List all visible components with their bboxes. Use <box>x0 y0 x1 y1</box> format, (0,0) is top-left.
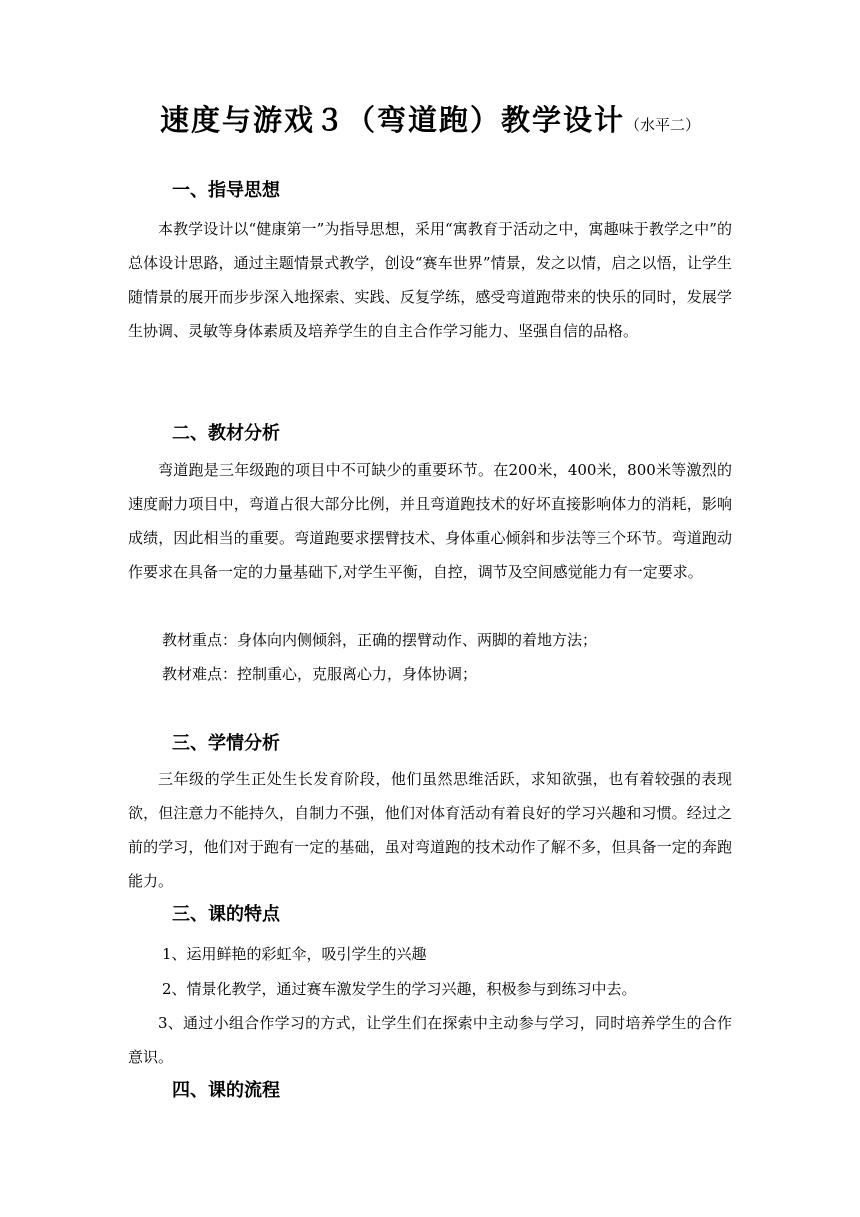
material-key-point: 教材重点：身体向内侧倾斜，正确的摆臂动作、两脚的着地方法； <box>162 631 598 649</box>
heading-student-analysis: 三、学情分析 <box>172 733 280 754</box>
feature-item-2: 2、情景化教学，通过赛车激发学生的学习兴趣，积极参与到练习中去。 <box>162 980 637 998</box>
material-difficulty: 教材难点：控制重心，克服离心力，身体协调； <box>162 665 478 683</box>
feature-item-3: 3、通过小组合作学习的方式，让学生们在探索中主动参与学习，同时培养学生的合作意识。 <box>128 1014 732 1066</box>
heading-guiding-ideology: 一、指导思想 <box>172 180 280 201</box>
heading-lesson-flow: 四、课的流程 <box>172 1080 280 1101</box>
heading-lesson-features: 三、课的特点 <box>172 904 280 925</box>
paragraph-material-analysis: 弯道跑是三年级跑的项目中不可缺少的重要环节。在200米，400米，800米等激烈的速度耐力项目中，弯道占很大部分比例，并且弯道跑技术的好坏直接影响体力的消耗，影响成绩，因此相当的重要。弯道跑要求摆臂技术、身体重心倾斜和步法等三个环节。弯道跑动作要求在具备一定的力量基础下,对学生平衡，自控，调节及空间感觉能力有一定要求。 <box>128 461 732 581</box>
title-level: （水平二） <box>625 116 701 134</box>
heading-material-analysis: 二、教材分析 <box>172 423 280 444</box>
paragraph-guiding-ideology: 本教学设计以“健康第一”为指导思想，采用“寓教育于活动之中，寓趣味于教学之中”的总体设计思路，通过主题情景式教学，创设“赛车世界”情景，发之以情，启之以悟，让学生随情景的展开而步步深入地探索、实践、反复学练，感受弯道跑带来的快乐的同时，发展学生协调、灵敏等身体素质及培养学生的自主合作学习能力、坚强自信的品格。 <box>128 220 732 340</box>
title-text: 速度与游戏３（弯道跑）教学设计 <box>159 103 625 137</box>
document-title <box>0 98 860 147</box>
feature-item-1: 1、运用鲜艳的彩虹伞，吸引学生的兴趣 <box>162 945 427 963</box>
paragraph-student-analysis: 三年级的学生正处生长发育阶段，他们虽然思维活跃，求知欲强，也有着较强的表现欲，但注意力不能持久，自制力不强，他们对体育活动有着良好的学习兴趣和习惯。经过之前的学习，他们对于跑有一定的基础，虽对弯道跑的技术动作了解不多，但具备一定的奔跑能力。 <box>128 770 732 890</box>
